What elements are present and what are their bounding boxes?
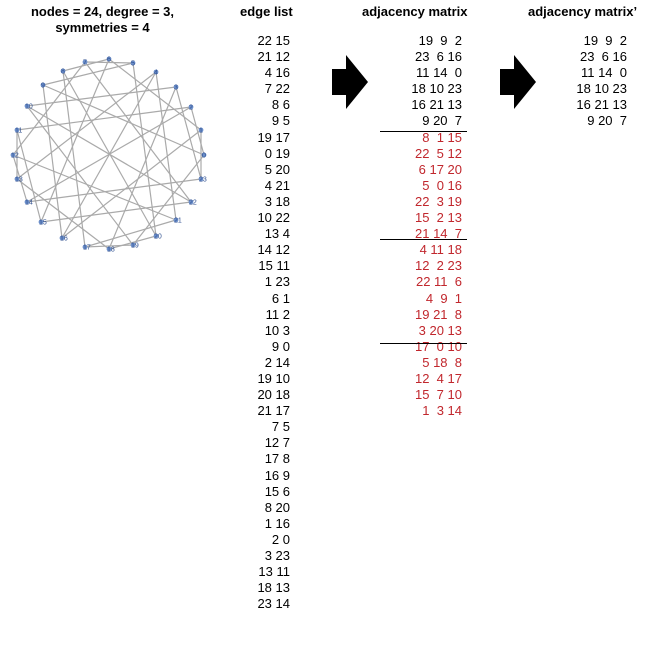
graph-node-label: 11: [15, 127, 23, 135]
graph-node-label: 4: [154, 69, 158, 77]
adjacency-matrix-row: 5 0 16: [422, 177, 462, 193]
adjacency-matrix-row: 22 5 12: [415, 145, 462, 161]
edge-list-row: 23 14: [257, 596, 290, 612]
graph-node-label: 9: [41, 82, 45, 90]
graph-node-label: 7: [83, 59, 87, 67]
graph-node-label: 10: [25, 103, 33, 111]
graph-edge: [131, 60, 156, 236]
adjacency-matrix-row: 22 3 19: [415, 193, 462, 209]
edge-list-row: 3 18: [264, 193, 290, 209]
graph-edge: [61, 68, 85, 247]
edge-list-title: edge list: [240, 4, 293, 19]
adjacency-matrix-title: adjacency matrix: [362, 4, 468, 19]
graph-node-label: 17: [83, 244, 91, 252]
matrix-separator-3: [380, 343, 467, 344]
edge-list-row: 5 20: [264, 161, 290, 177]
adjacency-matrix-row: 16 21 13: [411, 97, 462, 113]
edge-list-row: 8 6: [271, 97, 290, 113]
graph-node-label: 8: [61, 68, 65, 76]
graph-node-label: 18: [107, 246, 115, 254]
edge-list-row: 3 23: [264, 548, 290, 563]
graph-node-label: 16: [60, 235, 68, 243]
adjacency-matrix-row: 4 11 18: [419, 242, 462, 258]
adjacency-matrix-row: 5 18 8: [422, 354, 462, 370]
adjacency-matrix-row: 15 7 10: [415, 387, 462, 403]
adjacency-matrix-row: 9 20 7: [422, 113, 462, 129]
edge-list-row: 10 22: [257, 210, 290, 226]
edge-list-row: 16 9: [264, 467, 290, 483]
edge-list-row: 9 0: [271, 338, 290, 354]
adjacency-matrix-row: 1 3 14: [422, 403, 462, 419]
adjacency-matrix-prime-row: 18 10 23: [576, 81, 627, 97]
edge-list-row: 17 8: [264, 451, 290, 467]
edge-list-row: 15 11: [258, 258, 290, 274]
adjacency-matrix-prime-row: 19 9 2: [583, 33, 627, 48]
adjacency-matrix-row: 21 14 7: [415, 226, 462, 242]
graph-node-label: 1: [199, 127, 203, 135]
edge-list-row: 19 10: [257, 370, 290, 386]
adjacency-matrix-row: 19 9 2: [418, 33, 462, 48]
graph-node-label: 21: [174, 217, 182, 225]
graph-edge: [27, 84, 178, 106]
adjacency-matrix: [380, 33, 462, 419]
graph-node-label: 14: [25, 199, 33, 207]
graph-node-label: 15: [39, 219, 47, 227]
edge-list-row: 12 7: [264, 435, 290, 451]
edge-list-row: 9 5: [271, 113, 290, 129]
edge-list-row: 8 20: [264, 499, 290, 515]
graph-node-label: 13: [15, 176, 23, 184]
edge-list-row: 7 5: [271, 419, 290, 435]
adjacency-matrix-row: 11 14 0: [415, 65, 462, 81]
graph-node-label: 0: [202, 152, 206, 160]
graph-node-label: 23: [199, 176, 207, 184]
adjacency-matrix-prime-row: 11 14 0: [580, 65, 627, 81]
edge-list-row: 19 17: [257, 129, 290, 145]
adjacency-matrix-row: 19 21 8: [415, 306, 462, 322]
edge-list-row: 6 1: [271, 290, 290, 306]
edge-list-row: 0 19: [264, 145, 290, 161]
edge-list-row: 21 17: [257, 403, 290, 419]
edge-list-row: 13 11: [258, 564, 290, 580]
graph-node-label: 3: [174, 84, 178, 92]
edge-list: [245, 33, 290, 612]
edge-list-row: 7 22: [264, 81, 290, 97]
edge-list-row: 2 14: [264, 354, 290, 370]
edge-list-row: 4 21: [264, 177, 290, 193]
graph-node-label: 5: [131, 60, 135, 68]
graph-diagram: [0, 50, 230, 260]
graph-edge: [83, 59, 191, 202]
adjacency-matrix-prime: [545, 33, 627, 130]
edge-list-row: 2 0: [271, 531, 290, 547]
edge-list-row: 15 6: [264, 483, 290, 499]
adjacency-matrix-row: 12 2 23: [415, 258, 462, 274]
edge-list-row: 1 16: [264, 515, 290, 531]
adjacency-matrix-prime-row: 9 20 7: [587, 113, 627, 129]
graph-edge: [27, 179, 201, 202]
graph-title-line1: nodes = 24, degree = 3,: [30, 4, 175, 19]
adjacency-matrix-row: 12 4 17: [415, 370, 462, 386]
graph-node-label: 6: [107, 56, 111, 64]
graph-node-label: 22: [189, 199, 197, 207]
matrix-separator-2: [380, 239, 467, 240]
adjacency-matrix-row: 15 2 13: [415, 210, 462, 226]
edge-list-row: 13 4: [264, 226, 290, 242]
edge-list-row: 1 23: [264, 274, 290, 290]
adjacency-matrix-row: 23 6 16: [415, 49, 462, 65]
graph-edge: [41, 82, 204, 155]
edge-list-row: 11 2: [265, 306, 290, 322]
matrix-separator-1: [380, 131, 467, 132]
adjacency-matrix-row: 8 1 15: [422, 129, 462, 145]
adjacency-matrix-row: 22 11 6: [415, 274, 462, 290]
adjacency-matrix-prime-row: 23 6 16: [580, 49, 627, 65]
arrow-right-icon-2: [500, 55, 536, 109]
arrow-right-icon-1: [332, 55, 368, 109]
graph-edge: [41, 202, 191, 222]
graph-node-label: 12: [11, 152, 19, 160]
graph-node-label: 20: [154, 233, 162, 241]
graph-title-line2: symmetries = 4: [55, 20, 150, 35]
edge-list-row: 18 13: [257, 580, 290, 596]
adjacency-matrix-row: 3 20 13: [418, 322, 462, 338]
adjacency-matrix-row: 18 10 23: [411, 81, 462, 97]
adjacency-matrix-prime-title: adjacency matrix’: [528, 4, 638, 19]
adjacency-matrix-row: 17 0 10: [415, 338, 462, 354]
edge-list-row: 10 3: [264, 322, 290, 338]
edge-list-row: 4 16: [264, 65, 290, 81]
edge-list-row: 14 12: [257, 242, 290, 258]
graph-node-label: 19: [131, 242, 139, 250]
edge-list-row: 21 12: [257, 49, 290, 65]
edge-list-row: 22 15: [257, 33, 290, 48]
edge-list-row: 20 18: [257, 387, 290, 403]
graph-edge: [41, 82, 62, 238]
adjacency-matrix-row: 4 9 1: [425, 290, 462, 306]
graph-title: [0, 4, 205, 36]
adjacency-matrix-row: 6 17 20: [418, 161, 462, 177]
graph-node-label: 2: [189, 104, 193, 112]
adjacency-matrix-prime-row: 16 21 13: [576, 97, 627, 113]
